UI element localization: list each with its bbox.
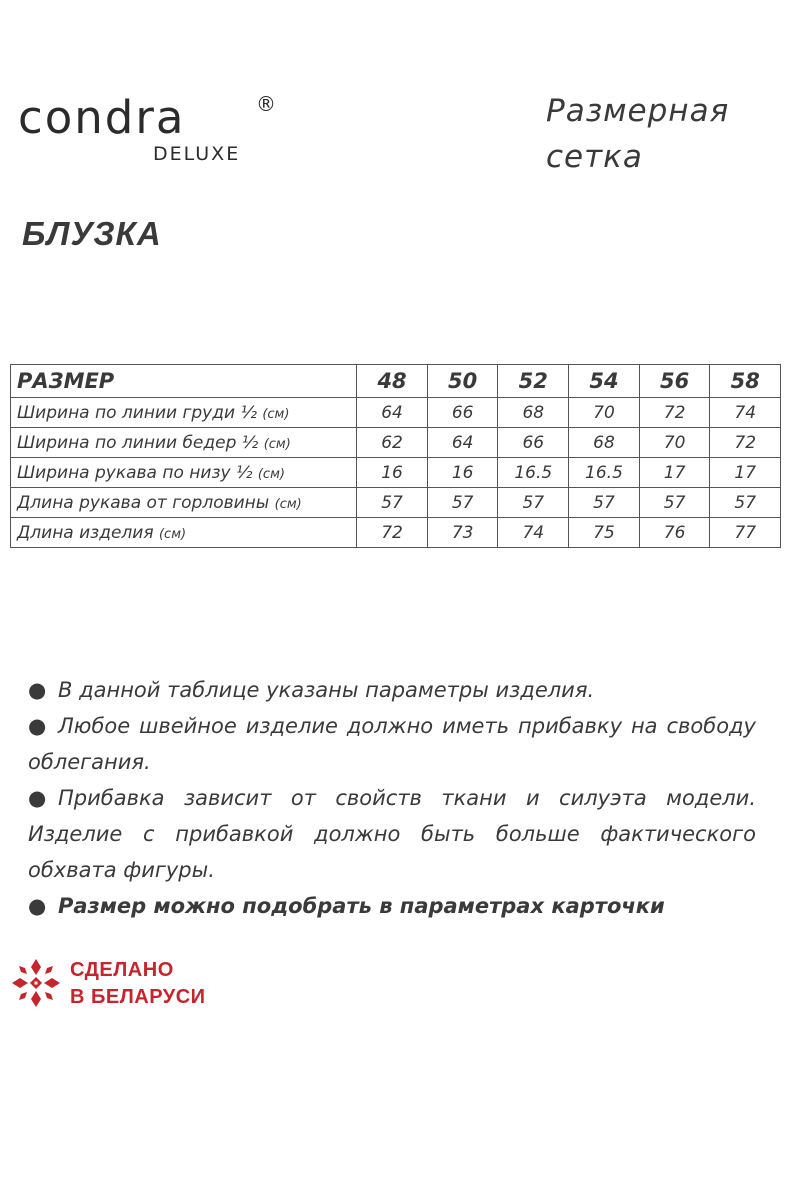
notes-list — [28, 672, 756, 924]
row-unit: (см) — [274, 496, 302, 512]
table-row — [11, 458, 781, 488]
brand-name: condra — [18, 91, 186, 144]
row-label — [11, 398, 357, 428]
row-unit: (см) — [158, 526, 187, 542]
note-text: Прибавка зависит от свойств ткани и силуэта модели. Изделие с прибавкой должно быть больше фактического обхвата фигуры. — [28, 786, 756, 882]
document-title-line-2: сетка — [546, 139, 643, 175]
table-cell: 57 — [639, 488, 710, 518]
list-item — [28, 708, 756, 780]
row-label-text: Длина изделия — [17, 522, 154, 543]
table-cell: 16 — [357, 458, 428, 488]
brand-logo — [18, 91, 276, 165]
table-cell: 72 — [357, 518, 428, 548]
document-title — [546, 88, 776, 180]
bullet-icon: ● — [28, 714, 47, 738]
size-header: 52 — [498, 365, 569, 398]
bullet-icon: ● — [28, 678, 47, 702]
table-cell: 72 — [710, 428, 781, 458]
product-name: БЛУЗКА — [22, 215, 162, 252]
table-row — [11, 518, 781, 548]
table-cell: 57 — [498, 488, 569, 518]
made-in-text — [70, 957, 206, 1011]
table-cell: 64 — [357, 398, 428, 428]
table-row — [11, 488, 781, 518]
row-label — [11, 458, 357, 488]
row-label-text: Длина рукава от горловины — [17, 492, 270, 513]
table-cell: 68 — [498, 398, 569, 428]
table-cell: 70 — [569, 398, 640, 428]
row-label-text: Ширина рукава по низу ½ — [17, 462, 253, 483]
table-cell: 66 — [427, 398, 498, 428]
registered-mark: ® — [256, 92, 276, 116]
table-cell: 16.5 — [569, 458, 640, 488]
row-label-text: Ширина по линии груди ½ — [17, 402, 257, 423]
bullet-icon: ● — [28, 894, 47, 918]
ornament-icon — [10, 957, 62, 1009]
size-table — [10, 364, 781, 548]
table-cell: 64 — [427, 428, 498, 458]
table-cell: 72 — [639, 398, 710, 428]
document-title-line-1: Размерная — [546, 93, 730, 129]
size-header: 58 — [710, 365, 781, 398]
row-label-text: Ширина по линии бедер ½ — [17, 432, 259, 453]
made-in-belarus-badge — [10, 955, 260, 1015]
row-unit: (см) — [257, 466, 285, 482]
note-text: Размер можно подобрать в параметрах карточки — [58, 894, 665, 918]
size-header: 54 — [569, 365, 640, 398]
brand-subline: DELUXE — [153, 143, 241, 165]
list-item — [28, 888, 756, 924]
list-item — [28, 780, 756, 888]
table-cell: 76 — [639, 518, 710, 548]
table-row — [11, 398, 781, 428]
table-cell: 17 — [710, 458, 781, 488]
size-header: 48 — [357, 365, 428, 398]
table-cell: 57 — [427, 488, 498, 518]
note-text: В данной таблице указаны параметры изделия. — [58, 678, 595, 702]
made-in-line-1: СДЕЛАНО — [70, 959, 174, 981]
size-header: 50 — [427, 365, 498, 398]
table-row — [11, 428, 781, 458]
table-cell: 75 — [569, 518, 640, 548]
table-cell: 74 — [498, 518, 569, 548]
table-cell: 17 — [639, 458, 710, 488]
table-cell: 74 — [710, 398, 781, 428]
row-unit: (см) — [263, 436, 291, 452]
table-cell: 73 — [427, 518, 498, 548]
row-label — [11, 518, 357, 548]
note-text: Любое швейное изделие должно иметь прибавку на свободу облегания. — [28, 714, 756, 774]
row-label — [11, 428, 357, 458]
table-cell: 16 — [427, 458, 498, 488]
row-unit: (см) — [262, 406, 290, 422]
table-cell: 77 — [710, 518, 781, 548]
list-item — [28, 672, 756, 708]
bullet-icon: ● — [28, 786, 47, 810]
table-cell: 66 — [498, 428, 569, 458]
table-cell: 68 — [569, 428, 640, 458]
table-cell: 57 — [569, 488, 640, 518]
header-label: РАЗМЕР — [11, 365, 357, 398]
table-cell: 70 — [639, 428, 710, 458]
table-cell: 57 — [710, 488, 781, 518]
table-cell: 16.5 — [498, 458, 569, 488]
row-label — [11, 488, 357, 518]
table-header-row — [11, 365, 781, 398]
table-cell: 62 — [357, 428, 428, 458]
made-in-line-2: В БЕЛАРУСИ — [70, 986, 206, 1008]
table-cell: 57 — [357, 488, 428, 518]
size-header: 56 — [639, 365, 710, 398]
